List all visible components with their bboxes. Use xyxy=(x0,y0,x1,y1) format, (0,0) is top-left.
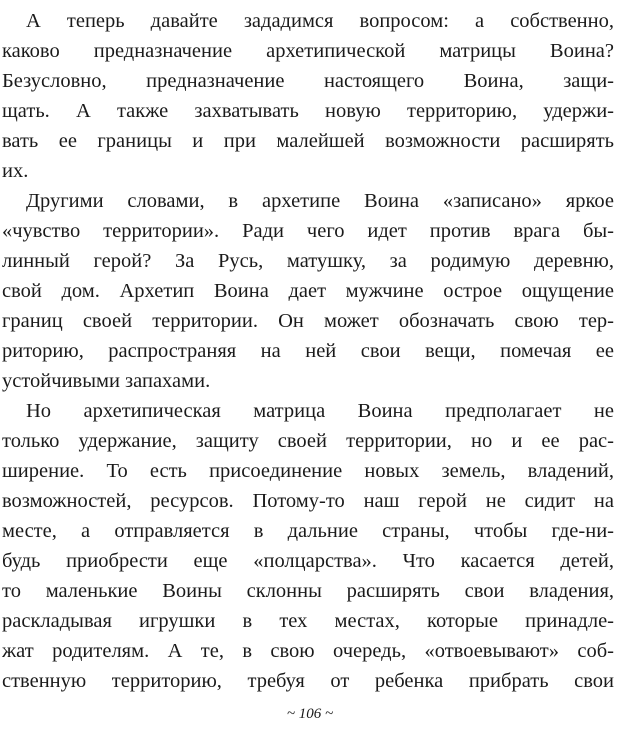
text-line: границ своей территории. Он может обозначать свою тер- xyxy=(2,310,614,332)
text-line: их. xyxy=(2,160,29,182)
text-line: щать. А также захватывать новую территорию, удержи- xyxy=(2,100,614,122)
text-line: только удержание, защиту своей территории, но и ее рас- xyxy=(2,430,614,452)
text-line: ширение. То есть присоединение новых земель, владений, xyxy=(2,460,614,482)
text-line: «чувство территории». Ради чего идет против врага бы- xyxy=(2,220,614,242)
text-line: А теперь давайте зададимся вопросом: а собственно, xyxy=(26,10,614,32)
text-line: риторию, распространяя на ней свои вещи, помечая ее xyxy=(2,340,614,362)
text-line: вать ее границы и при малейшей возможности расширять xyxy=(2,130,614,152)
text-line: будь приобрести еще «полцарства». Что касается детей, xyxy=(2,550,614,572)
page-number: ~ 106 ~ xyxy=(286,706,334,722)
text-line: Безусловно, предназначение настоящего Воина, защи- xyxy=(2,70,614,92)
text-line: жат родителям. А те, в свою очередь, «отвоевывают» соб- xyxy=(2,640,614,662)
text-line: Но архетипическая матрица Воина предполагает не xyxy=(26,400,614,422)
text-line: возможностей, ресурсов. Потому-то наш герой не сидит на xyxy=(2,490,614,512)
text-line: ственную территорию, требуя от ребенка прибрать свои xyxy=(2,670,614,692)
text-line: месте, а отправляется в дальние страны, чтобы где-ни- xyxy=(2,520,614,542)
text-line: то маленькие Воины склонны расширять свои владения, xyxy=(2,580,614,602)
body-text xyxy=(2,6,614,696)
text-line: линный герой? За Русь, матушку, за родимую деревню, xyxy=(2,250,614,272)
text-line: устойчивыми запахами. xyxy=(2,370,211,392)
text-line: каково предназначение архетипической матрицы Воина? xyxy=(2,40,614,62)
text-line: Другими словами, в архетипе Воина «записано» яркое xyxy=(26,190,614,212)
text-line: свой дом. Архетип Воина дает мужчине острое ощущение xyxy=(2,280,614,302)
text-line: раскладывая игрушки в тех местах, которые принадле- xyxy=(2,610,614,632)
